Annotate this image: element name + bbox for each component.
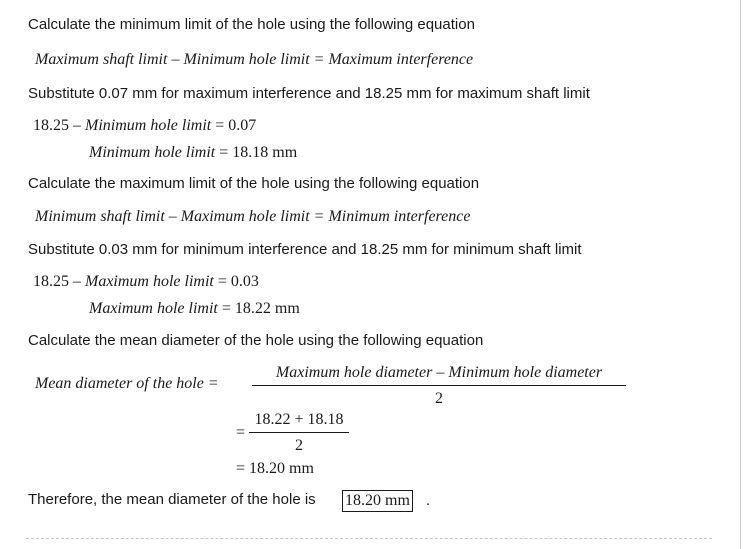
- final-result: = 18.20 mm: [236, 460, 314, 477]
- value-text: = 18.22 mm: [217, 300, 300, 317]
- step-text-1: Calculate the minimum limit of the hole using the following equation: [28, 16, 475, 33]
- variable-text: Minimum hole limit: [85, 117, 212, 134]
- sum-numerator: 18.22 + 18.18: [254, 411, 344, 428]
- dashed-divider: [26, 538, 712, 539]
- equation-2: Minimum shaft limit – Maximum hole limit = Minimum interference: [35, 208, 471, 225]
- variable-text: Minimum hole limit: [89, 144, 216, 161]
- fraction-bar: [252, 385, 626, 386]
- sum-denominator: 2: [295, 437, 303, 454]
- value-text: = 18.18 mm: [215, 144, 298, 161]
- variable-text: Maximum hole limit: [89, 300, 218, 317]
- equals-sign: =: [236, 424, 246, 441]
- conclusion-text: Therefore, the mean diameter of the hole is: [28, 491, 316, 508]
- substitution-1a: [33, 116, 256, 136]
- step-text-5: Calculate the mean diameter of the hole using the following equation: [28, 332, 484, 349]
- value-text: 18.25 –: [33, 117, 85, 134]
- equation-1: Maximum shaft limit – Minimum hole limit = Maximum interference: [35, 51, 474, 68]
- value-text: = 0.03: [213, 273, 259, 290]
- step-text-2: Substitute 0.07 mm for maximum interference and 18.25 mm for maximum shaft limit: [28, 85, 590, 102]
- value-text: = 0.07: [211, 117, 257, 134]
- fraction-bar-2: [249, 432, 349, 433]
- variable-text: Maximum hole limit: [85, 273, 214, 290]
- mean-denominator: 2: [435, 390, 443, 407]
- mean-lhs: Mean diameter of the hole =: [35, 375, 219, 392]
- step-text-4: Substitute 0.03 mm for minimum interference and 18.25 mm for minimum shaft limit: [28, 241, 582, 258]
- step-text-3: Calculate the maximum limit of the hole using the following equation: [28, 175, 480, 192]
- substitution-2a: [33, 272, 259, 292]
- mean-numerator: Maximum hole diameter – Minimum hole diameter: [275, 364, 603, 381]
- result-1: [89, 143, 297, 163]
- period: .: [426, 492, 431, 509]
- result-2: [89, 299, 300, 319]
- answer-box: 18.20 mm: [342, 490, 413, 512]
- value-text: 18.25 –: [33, 273, 85, 290]
